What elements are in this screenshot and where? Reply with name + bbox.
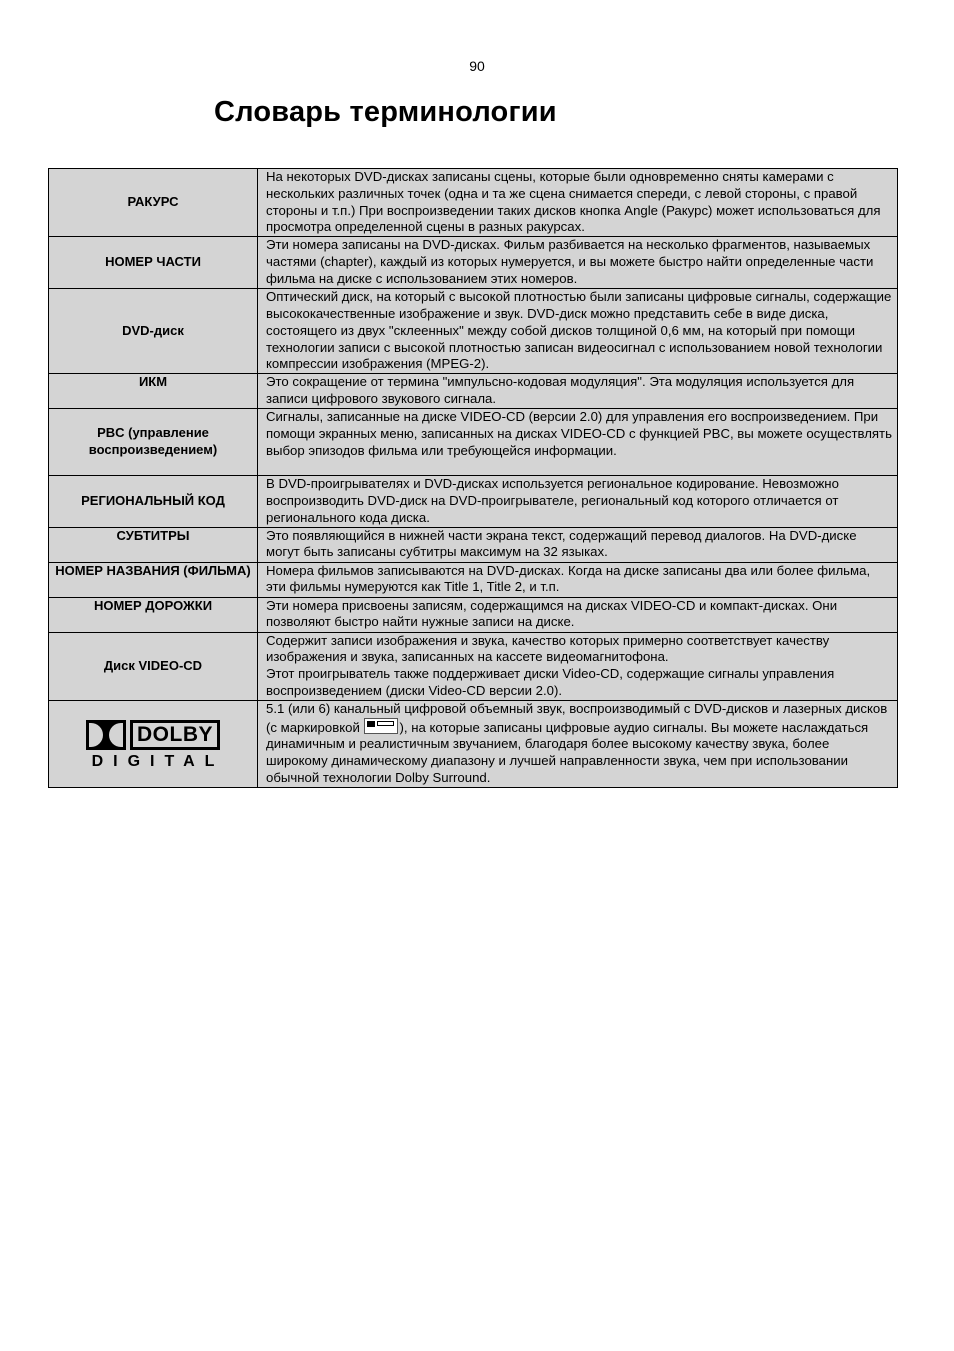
term-cell: СУБТИТРЫ [49, 527, 258, 562]
term-cell: РАКУРС [49, 169, 258, 237]
definition-cell: Номера фильмов записываются на DVD-дисках. Когда на диске записаны два или более фильма, эти фильмы нумеруются как Title 1, Title 2, и т.п. [258, 562, 898, 597]
definition-cell: Оптический диск, на который с высокой плотностью были записаны цифровые сигналы, содержащие высококачественные изображение и звук. DVD-диск можно представить себе в виде диска, состоящего из двух "склеенных" между собой дисков толщиной 0,6 мм, на который при помощи технологии записи с высокой плотностью записан видеосигнал с использованием новой технологии компрессии изображения (MPEG-2). [258, 289, 898, 374]
definition-cell: На некоторых DVD-дисках записаны сцены, которые были одновременно сняты камерами с нескольких различных точек (одна и та же сцена снимается спереди, с левой стороны, с правой стороны и т.п.) При воспроизведении таких дисков кнопка Angle (Ракурс) может использоваться для просмотра определенной сцены в разных ракурсах. [258, 169, 898, 237]
term-cell: DVD-диск [49, 289, 258, 374]
table-row [49, 476, 898, 527]
table-row [49, 632, 898, 700]
term-cell: Диск VIDEO-CD [49, 632, 258, 700]
table-row [49, 527, 898, 562]
definition-cell [258, 632, 898, 700]
definition-text: 5.1 (или 6) канальный цифровой объемный звук, воспроизводимый с DVD-дисков и лазерных дисков (с маркировкой [266, 700, 888, 735]
definition-line: Содержит записи изображения и звука, качество которых примерно соответствует качеству изображения и звука, записанных на кассете видеомагнитофона. [266, 632, 830, 665]
term-cell [49, 700, 258, 787]
dolby-logo-word: DOLBY [130, 720, 220, 750]
term-cell: НОМЕР ДОРОЖКИ [49, 597, 258, 632]
definition-cell [258, 700, 898, 787]
glossary-table [48, 168, 898, 788]
dolby-logo-subtitle: DIGITAL [91, 753, 225, 771]
table-row [49, 237, 898, 289]
table-row [49, 374, 898, 409]
page-number: 90 [469, 58, 485, 74]
term-cell: НОМЕР НАЗВАНИЯ (ФИЛЬМА) [49, 562, 258, 597]
term-cell: ИКМ [49, 374, 258, 409]
table-row [49, 409, 898, 476]
definition-line: Этот проигрыватель также поддерживает диски Video-CD, содержащие сигналы управления воспроизведением (диски Video-CD версии 2.0). [266, 666, 835, 698]
dolby-digital-logo [82, 720, 225, 771]
double-d-icon [86, 720, 126, 750]
definition-cell: Это сокращение от термина "импульсно-кодовая модуляция". Эта модуляция используется для записи цифрового звукового сигнала. [258, 374, 898, 409]
definition-cell: Эти номера записаны на DVD-дисках. Фильм разбивается на несколько фрагментов, называемых частями (chapter), каждый из которых нумеруется, и вы можете быстро найти определенные части фильма на диске с использованием этих номеров. [258, 237, 898, 289]
page-title: Словарь терминологии [214, 96, 557, 128]
definition-cell: Сигналы, записанные на диске VIDEO-CD (версии 2.0) для управления его воспроизведением. При помощи экранных меню, записанных на дисках VIDEO-CD с функцией PBC, вы можете осуществлять выбор эпизодов фильма или требующейся информации. [258, 409, 898, 476]
table-row [49, 597, 898, 632]
term-cell: РЕГИОНАЛЬНЫЙ КОД [49, 476, 258, 527]
definition-cell: Это появляющийся в нижней части экрана текст, содержащий перевод диалогов. На DVD-диске могут быть записаны субтитры максимум на 32 языках. [258, 527, 898, 562]
table-row [49, 289, 898, 374]
definition-cell: Эти номера присвоены записям, содержащимся на дисках VIDEO-CD и компакт-дисках. Они позволяют быстро найти нужные записи на диске. [258, 597, 898, 632]
dolby-mark-icon [364, 718, 398, 734]
term-cell: НОМЕР ЧАСТИ [49, 237, 258, 289]
table-row [49, 562, 898, 597]
definition-cell: В DVD-проигрывателях и DVD-дисках используется региональное кодирование. Невозможно воспроизводить DVD-диск на DVD-проигрывателе, региональный код которого отличается от регионального кода диска. [258, 476, 898, 527]
definition-text: ), на которые записаны цифровые аудио сигналы. Вы можете наслаждаться динамичным и реалистичным звучанием, благодаря более высокому качеству звука, более широкому динамическому диапазону и лучшей направленности звука, чем при использовании обычной технологии Dolby Surround. [266, 719, 869, 785]
table-row [49, 700, 898, 787]
term-cell: PBC (управление воспроизведением) [49, 409, 258, 476]
table-row [49, 169, 898, 237]
